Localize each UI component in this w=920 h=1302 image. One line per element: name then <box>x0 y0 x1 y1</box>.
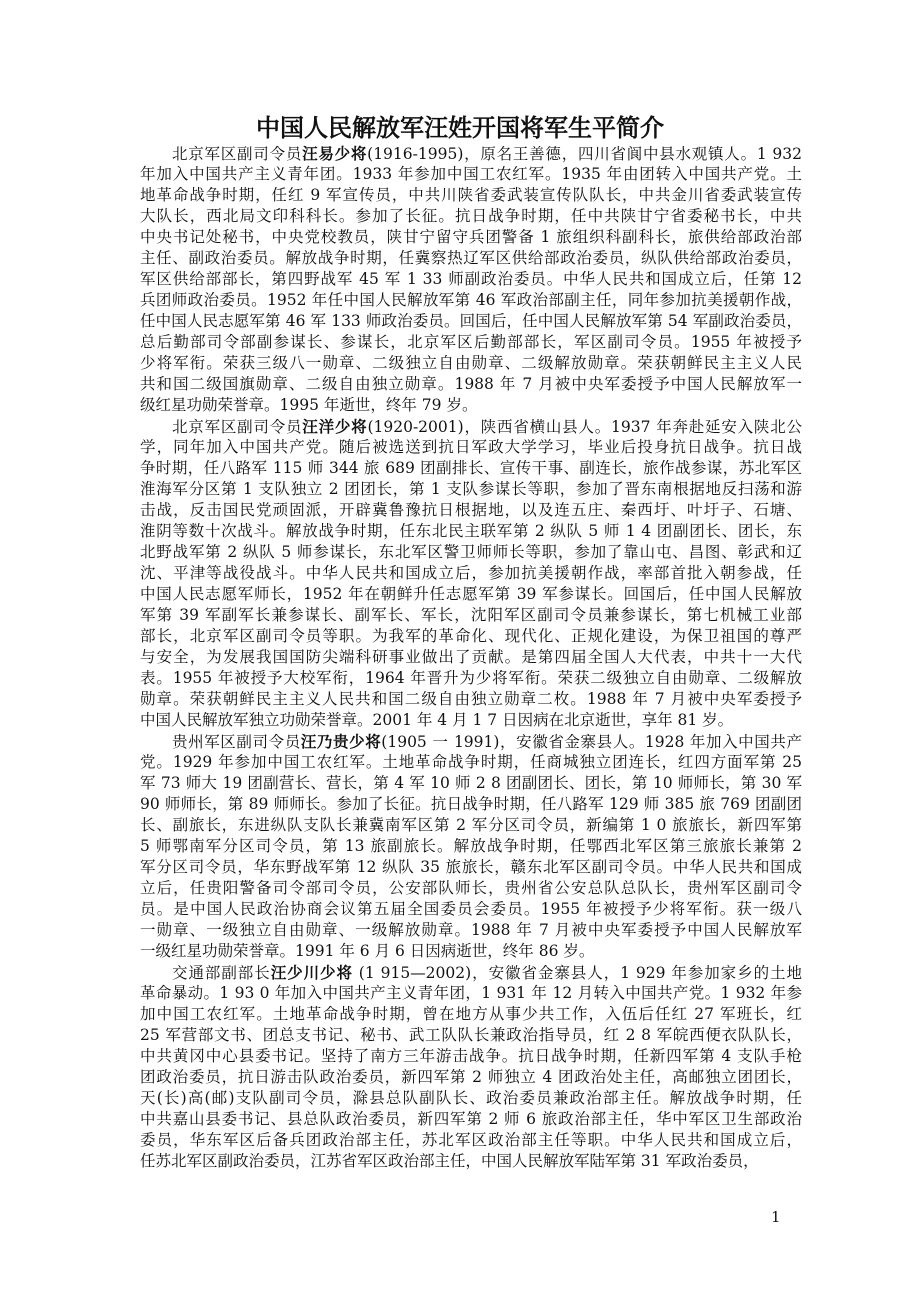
paragraph-first-line <box>140 143 802 164</box>
text-line: 少将军衔。荣获三级八一勋章、二级独立自由勋章、二级解放勋章。荣获朝鲜民主主义人民 <box>140 354 802 372</box>
text-line: 勋章。荣获朝鲜民主主义人民共和国二级自由独立勋章二枚。1988 年 7 月被中央军委授予 <box>140 690 802 708</box>
intro-text: (1920-2001)，陕西省横山县人。1937 年奔赴延安入陕北公 <box>367 418 802 436</box>
text-line: 地革命战争时期，任红 9 军宣传员，中共川陕省委武装宣传队队长，中共金川省委武装宣传 <box>140 186 802 204</box>
paragraph-first-line <box>140 962 802 983</box>
text-line: 90 师师长，第 89 师师长。参加了长征。抗日战争时期，任八路军 129 师 385 旅 769 团副团 <box>140 795 802 813</box>
position-text: 贵州军区副司令员 <box>172 733 301 751</box>
text-line: 学，同年加入中国共产党。随后被选送到抗日军政大学学习，毕业后投身抗日战争。抗日战 <box>140 438 802 456</box>
text-line: 军第 39 军副军长兼参谋长、副军长、军长，沈阳军区副司令员兼参谋长，第七机械工业部 <box>140 606 802 624</box>
text-line: 级红星功勋荣誉章。1995 年逝世，终年 79 岁。 <box>140 396 478 414</box>
biography-paragraph <box>140 962 802 1172</box>
position-text: 交通部副部长 <box>172 964 271 982</box>
text-line: 中国人民志愿军师长，1952 年在朝鲜升任志愿军第 39 军参谋长。回国后，任中国人民解放 <box>140 585 802 603</box>
text-line: 中央书记处秘书，中央党校教员，陕甘宁留守兵团警备 1 旅组织科副科长，旅供给部政治部 <box>140 228 802 246</box>
paragraph-first-line <box>140 731 802 752</box>
text-line: 军 73 师大 19 团副营长、营长，第 4 军 10 师 2 8 团副团长、团长，第 10 师师长，第 30 军 <box>140 774 802 792</box>
text-line: 部长，北京军区副司令员等职。为我军的革命化、现代化、正规化建设，为保卫祖国的尊严 <box>140 627 802 645</box>
text-line: 大队长，西北局文印科科长。参加了长征。抗日战争时期，任中共陕甘宁省委秘书长，中共 <box>140 207 802 225</box>
text-line: 天(长)高(邮)支队副司令员，滁县总队副队长、政治委员兼政治部主任。解放战争时期，任 <box>140 1089 802 1107</box>
biography-paragraph <box>140 143 802 416</box>
text-line: 军分区司令员，华东野战军第 12 纵队 35 旅旅长，赣东北军区副司令员。中华人民共和国成 <box>140 858 802 876</box>
text-line: 军区供给部部长，第四野战军 45 军 1 33 师副政治委员。中华人民共和国成立后，任第 12 <box>140 270 802 288</box>
intro-text: (1 915—2002)，安徽省金寨县人，1 929 年参加家乡的土地 <box>352 964 802 982</box>
text-line: 25 军营部文书、团总支书记、秘书、武工队队长兼政治指导员，红 2 8 军皖西便衣队队长， <box>140 1026 802 1044</box>
text-line: 年加入中国共产主义青年团。1933 年参加中国工农红军。1935 年由团转入中国共产党。土 <box>140 165 802 183</box>
text-line: 淮阴等数十次战斗。解放战争时期，任东北民主联军第 2 纵队 5 师 1 4 团副团长、团长，东 <box>140 522 802 540</box>
text-line: 员。是中国人民政治协商会议第五届全国委员会委员。1955 年被授予少将军衔。获一级八 <box>140 900 802 918</box>
text-line: 中国人民解放军独立功勋荣誉章。2001 年 4 月 1 7 日因病在北京逝世，享年 81 岁。 <box>140 711 734 729</box>
text-line: 长、副旅长，东进纵队支队长兼冀南军区第 2 军分区司令员，新编第 1 0 旅旅长，新四军第 <box>140 816 802 834</box>
text-line: 任苏北军区副政治委员，江苏省军区政治部主任，中国人民解放军陆军第 31 军政治委员， <box>140 1152 759 1170</box>
text-line: 北野战军第 2 纵队 5 师参谋长，东北军区警卫师师长等职，参加了靠山屯、昌图、彰武和辽 <box>140 543 802 561</box>
page-number: 1 <box>771 1208 781 1226</box>
biography-paragraph <box>140 416 802 731</box>
text-line: 淮海军分区第 1 支队独立 2 团团长，第 1 支队参谋长等职，参加了晋东南根据地反扫荡和游 <box>140 480 802 498</box>
text-line: 加中国工农红军。土地革命战争时期，曾在地方从事少共工作，入伍后任红 27 军班长，红 <box>140 1005 802 1023</box>
text-line: 表。1955 年被授予大校军衔，1964 年晋升为少将军衔。荣获二级独立自由勋章、二级解放 <box>140 669 802 687</box>
text-line: 兵团师政治委员。1952 年任中国人民解放军第 46 军政治部副主任，同年参加抗美援朝作战， <box>140 291 802 309</box>
text-line: 中共黄冈中心县委书记。坚持了南方三年游击战争。抗日战争时期，任新四军第 4 支队手枪 <box>140 1047 802 1065</box>
text-line: 5 师鄂南军分区司令员，第 13 旅副旅长。解放战争时期，任鄂西北军区第三旅旅长兼第 2 <box>140 837 802 855</box>
text-line: 沈、平津等战役战斗。中华人民共和国成立后，参加抗美援朝作战，率部首批入朝参战，任 <box>140 564 802 582</box>
document-body <box>140 143 802 1172</box>
position-text: 北京军区副司令员 <box>172 418 303 436</box>
text-line: 任中国人民志愿军第 46 军 133 师政治委员。回国后，任中国人民解放军第 54 军副政治委员， <box>140 312 802 330</box>
text-line: 争时期，任八路军 115 师 344 旅 689 团副排长、宣传干事、副连长，旅作战参谋，苏北军区 <box>140 459 802 477</box>
text-line: 一级红星功勋荣誉章。1991 年 6 月 6 日因病逝世，终年 86 岁。 <box>140 942 595 960</box>
text-line: 总后勤部司令部副参谋长、参谋长，北京军区后勤部部长，军区副司令员。1955 年被授予 <box>140 333 802 351</box>
text-line: 与安全，为发展我国国防尖端科研事业做出了贡献。是第四届全国人大代表，中共十一大代 <box>140 648 802 666</box>
text-line: 一勋章、一级独立自由勋章、一级解放勋章。1988 年 7 月被中央军委授予中国人民解放军 <box>140 921 802 939</box>
text-line: 党。1929 年参加中国工农红军。土地革命战争时期，任商城独立团连长，红四方面军第 25 <box>140 753 802 771</box>
paragraph-first-line <box>140 416 802 437</box>
text-line: 共和国二级国旗勋章、二级自由独立勋章。1988 年 7 月被中央军委授予中国人民解放军一 <box>140 375 802 393</box>
text-line: 中共嘉山县委书记、县总队政治委员，新四军第 2 师 6 旅政治部主任，华中军区卫生部政治 <box>140 1110 802 1128</box>
general-name: 汪洋少将 <box>302 417 368 436</box>
text-line: 击战，反击国民党顽固派，开辟冀鲁豫抗日根据地，以及连五庄、秦西圩、叶圩子、石塘、 <box>140 501 802 519</box>
text-line: 立后，任贵阳警备司令部司令员，公安部队师长，贵州省公安总队总队长，贵州军区副司令 <box>140 879 802 897</box>
intro-text: (1916-1995)，原名王善德，四川省阆中县水观镇人。1 932 <box>367 145 802 163</box>
text-line: 主任、副政治委员。解放战争时期，任冀察热辽军区供给部政治委员，纵队供给部政治委员， <box>140 249 802 267</box>
document-title: 中国人民解放军汪姓开国将军生平简介 <box>256 114 664 142</box>
general-name: 汪少川少将 <box>270 963 353 982</box>
position-text: 北京军区副司令员 <box>172 145 303 163</box>
biography-paragraph <box>140 731 802 962</box>
text-line: 委员，华东军区后备兵团政治部主任，苏北军区政治部主任等职。中华人民共和国成立后， <box>140 1131 802 1149</box>
text-line: 革命暴动。1 93 0 年加入中国共产主义青年团，1 931 年 12 月转入中国共产党。1 932 年参 <box>140 984 802 1002</box>
text-line: 团政治委员，抗日游击队政治委员，新四军第 2 师独立 4 团政治处主任，高邮独立团团长， <box>140 1068 802 1086</box>
general-name: 汪易少将 <box>302 144 368 163</box>
intro-text: (1905 一 1991)，安徽省金寨县人。1928 年加入中国共产 <box>381 733 802 751</box>
general-name: 汪乃贵少将 <box>300 732 382 751</box>
